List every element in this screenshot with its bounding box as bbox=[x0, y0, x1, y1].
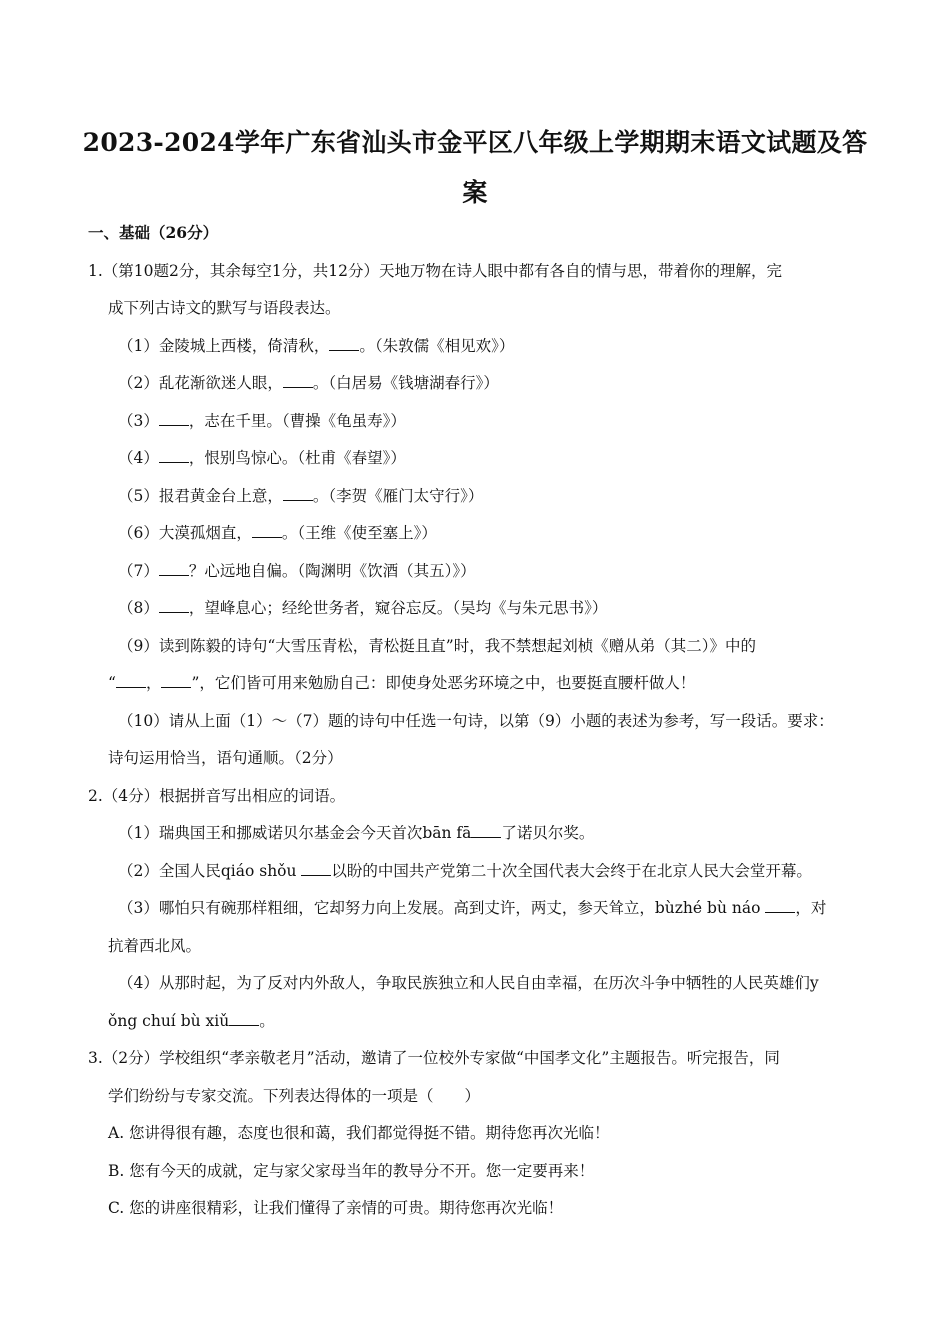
q2-item-4-line-2: ǒng chuí bù xiǔ 。 bbox=[108, 1012, 275, 1030]
title-line-1: 2023-2024学年广东省汕头市金平区八年级上学期期末语文试题及答 bbox=[82, 128, 868, 157]
q3-intro-line-1: 3.（2分）学校组织“孝亲敬老月”活动，邀请了一位校外专家做“中国孝文化”主题报告。听完报告，同 bbox=[88, 1049, 780, 1067]
q3-intro-line-2: 学们纷纷与专家交流。下列表达得体的一项是（ ） bbox=[108, 1087, 481, 1105]
q3-option-b[interactable]: B. 您有今天的成就，定与家父家母当年的教导分不开。您一定要再来！ bbox=[108, 1162, 595, 1180]
page-title bbox=[60, 118, 890, 218]
q1-item-3: （3） ，志在千里。（曹操《龟虽寿》） bbox=[118, 412, 406, 430]
section-heading: 一、基础（26分） bbox=[88, 223, 219, 242]
q1-item-9-line-2: “ ， ”，它们皆可用来勉励自己：即使身处恶劣环境之中，也要挺直腰杆做人！ bbox=[108, 674, 696, 692]
answer-blank[interactable] bbox=[159, 561, 189, 576]
q1-intro-line-1: 1.（第10题2分，其余每空1分，共12分）天地万物在诗人眼中都有各自的情与思，带着你的理解，完 bbox=[88, 262, 782, 280]
answer-blank[interactable] bbox=[283, 486, 313, 501]
q1-item-2: （2）乱花渐欲迷人眼， 。（白居易《钱塘湖春行》） bbox=[118, 374, 499, 392]
answer-blank[interactable] bbox=[252, 523, 282, 538]
answer-blank[interactable] bbox=[159, 411, 189, 426]
q2-item-3-line-2: 抗着西北风。 bbox=[108, 937, 202, 955]
answer-blank[interactable] bbox=[159, 598, 189, 613]
q1-item-5: （5）报君黄金台上意， 。（李贺《雁门太守行》） bbox=[118, 487, 484, 505]
q1-item-1: （1）金陵城上西楼，倚清秋， 。（朱敦儒《相见欢》） bbox=[118, 337, 515, 355]
q1-item-7: （7） ？心远地自偏。（陶渊明《饮酒（其五）》） bbox=[118, 562, 476, 580]
q1-item-4: （4） ，恨别鸟惊心。（杜甫《春望》） bbox=[118, 449, 406, 467]
q3-option-a[interactable]: A. 您讲得很有趣，态度也很和蔼，我们都觉得挺不错。期待您再次光临！ bbox=[108, 1124, 610, 1142]
q2-item-2: （2）全国人民qiáo shǒu 以盼的中国共产党第二十次全国代表大会终于在北京人民大会堂开幕。 bbox=[118, 862, 812, 880]
q1-item-10-line-1: （10）请从上面（1）～（7）题的诗句中任选一句诗，以第（9）小题的表述为参考，写一段话。要求： bbox=[118, 712, 834, 730]
answer-blank[interactable] bbox=[283, 373, 313, 388]
q1-item-6: （6）大漠孤烟直， 。（王维《使至塞上》） bbox=[118, 524, 437, 542]
title-line-2: 案 bbox=[462, 178, 488, 207]
q1-item-10-line-2: 诗句运用恰当，语句通顺。（2分） bbox=[108, 749, 343, 767]
answer-blank[interactable] bbox=[229, 1011, 259, 1026]
answer-blank[interactable] bbox=[161, 673, 191, 688]
q2-item-1: （1）瑞典国王和挪威诺贝尔基金会今天首次bān fā 了诺贝尔奖。 bbox=[118, 824, 595, 842]
q2-intro: 2.（4分）根据拼音写出相应的词语。 bbox=[88, 787, 346, 805]
answer-blank[interactable] bbox=[765, 898, 795, 913]
answer-blank[interactable] bbox=[329, 336, 359, 351]
q3-option-c[interactable]: C. 您的讲座很精彩，让我们懂得了亲情的可贵。期待您再次光临！ bbox=[108, 1199, 564, 1217]
q2-item-4-line-1: （4）从那时起，为了反对内外敌人，争取民族独立和人民自由幸福，在历次斗争中牺牲的人民英雄们y bbox=[118, 974, 819, 992]
q1-item-9-line-1: （9）读到陈毅的诗句“大雪压青松，青松挺且直”时，我不禁想起刘桢《赠从弟（其二）》中的 bbox=[118, 637, 756, 655]
answer-blank[interactable] bbox=[116, 673, 146, 688]
q1-item-8: （8） ，望峰息心；经纶世务者，窥谷忘反。（吴均《与朱元思书》） bbox=[118, 599, 608, 617]
answer-blank[interactable] bbox=[159, 448, 189, 463]
answer-blank[interactable] bbox=[471, 823, 501, 838]
q1-intro-line-2: 成下列古诗文的默写与语段表达。 bbox=[108, 299, 341, 317]
q2-item-3-line-1: （3）哪怕只有碗那样粗细，它却努力向上发展。高到丈许，两丈，参天耸立，bùzhé bù náo ，对 bbox=[118, 899, 827, 917]
answer-blank[interactable] bbox=[301, 861, 331, 876]
